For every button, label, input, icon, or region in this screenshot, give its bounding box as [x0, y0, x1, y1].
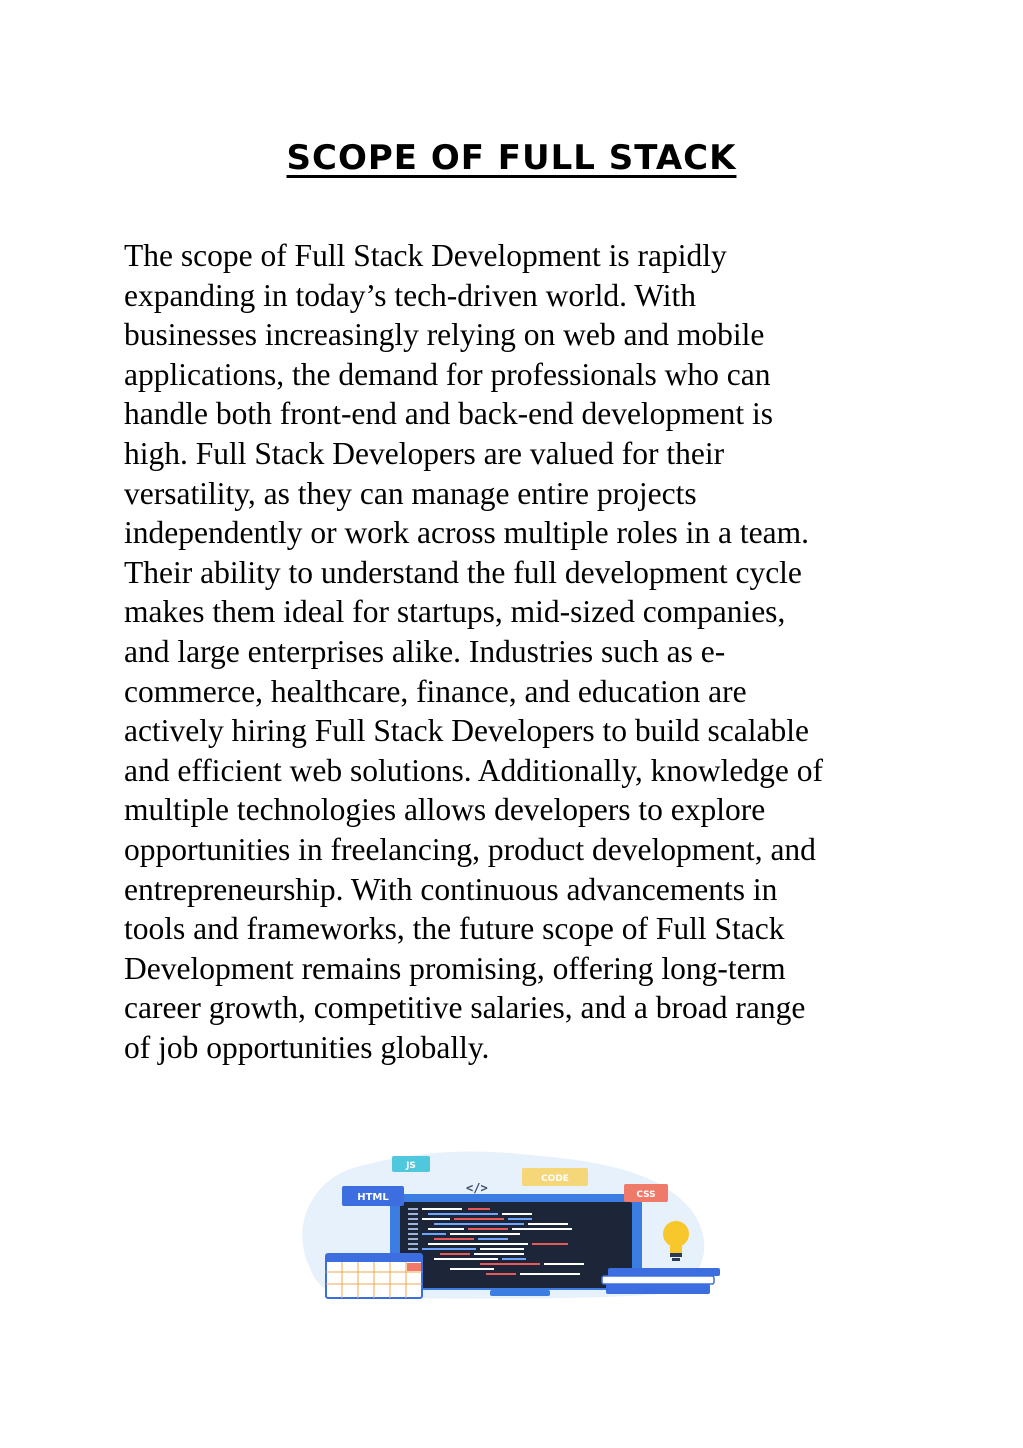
css-tag: [624, 1184, 668, 1202]
body-line: and efficient web solutions. Additionally, knowledge of: [124, 752, 823, 788]
body-line: versatility, as they can manage entire projects: [124, 475, 697, 511]
code-tag: [522, 1168, 588, 1186]
page-title-text: SCOPE OF FULL STACK: [286, 138, 737, 178]
body-line: applications, the demand for professionals who can: [124, 356, 771, 392]
html-tag: [342, 1186, 404, 1206]
body-paragraph: [124, 236, 904, 1067]
js-tag-label: JS: [406, 1161, 416, 1171]
body-line: handle both front-end and back-end development is: [124, 396, 774, 432]
body-line: commerce, healthcare, finance, and education are: [124, 673, 747, 709]
books-stack: [602, 1268, 720, 1294]
body-line: Development remains promising, offering long-term: [124, 950, 786, 986]
calendar-icon: [326, 1254, 422, 1298]
body-line: independently or work across multiple roles in a team.: [124, 515, 809, 551]
page-title: [0, 138, 1023, 178]
body-line: high. Full Stack Developers are valued for their: [124, 435, 725, 471]
body-line: tools and frameworks, the future scope of Full Stack: [124, 911, 785, 947]
body-line: opportunities in freelancing, product development, and: [124, 831, 816, 867]
body-line: entrepreneurship. With continuous advancements in: [124, 871, 778, 907]
body-line: Their ability to understand the full development cycle: [124, 554, 802, 590]
body-line: actively hiring Full Stack Developers to build scalable: [124, 713, 809, 749]
body-line: and large enterprises alike. Industries such as e-: [124, 633, 726, 669]
monitor-stand: [490, 1290, 550, 1296]
body-line: multiple technologies allows developers to explore: [124, 792, 766, 828]
full-stack-illustration: [290, 1148, 730, 1300]
css-tag-label: CSS: [636, 1190, 656, 1200]
html-tag-label: HTML: [357, 1192, 389, 1203]
body-line: makes them ideal for startups, mid-sized companies,: [124, 594, 786, 630]
body-line: The scope of Full Stack Development is rapidly: [124, 238, 727, 273]
code-tag-label: CODE: [541, 1174, 569, 1184]
body-line: expanding in today’s tech-driven world. With: [124, 277, 697, 313]
body-line: career growth, competitive salaries, and a broad range: [124, 990, 806, 1026]
js-tag: [392, 1156, 430, 1172]
code-symbol-label: </>: [466, 1181, 488, 1195]
body-line: of job opportunities globally.: [124, 1029, 490, 1065]
body-line: businesses increasingly relying on web and mobile: [124, 317, 765, 353]
